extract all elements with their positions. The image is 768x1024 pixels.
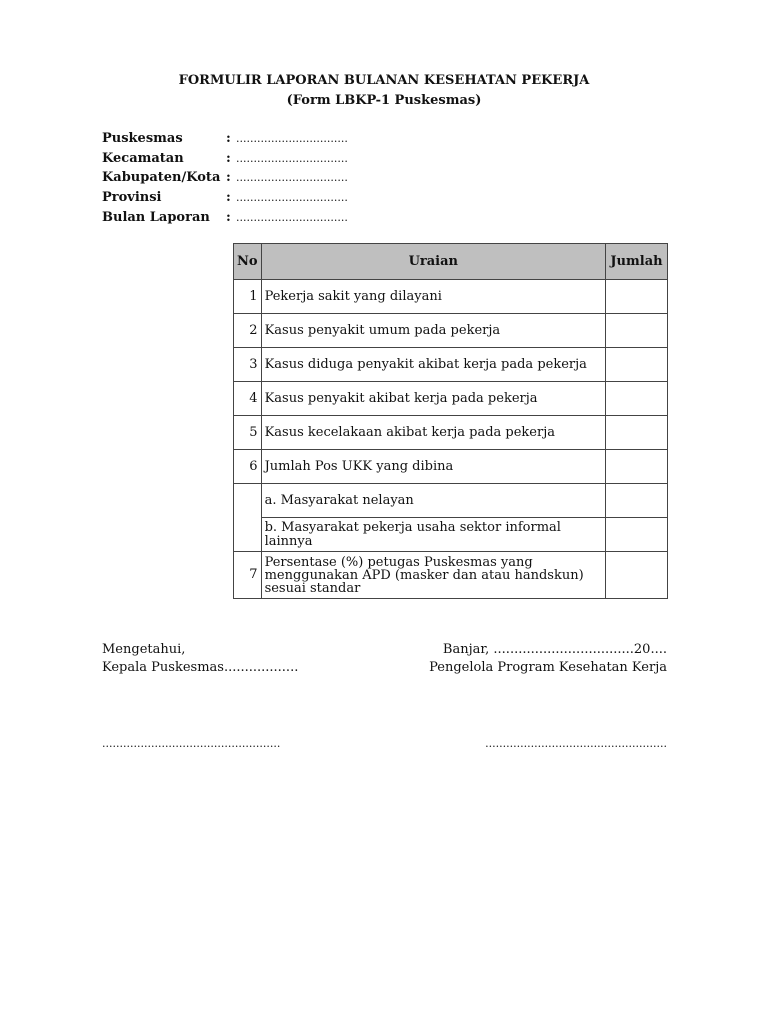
field-colon: : [226,131,231,146]
field-value: ................................ [236,210,348,224]
field-puskesmas [102,129,348,149]
field-colon: : [226,150,231,166]
header-no: No [234,244,262,280]
row-jumlah-cell[interactable] [606,314,668,348]
table-header-row [234,244,668,280]
field-kabupaten-kota [102,168,348,188]
signature-line-right: .................................................... [485,737,667,750]
field-colon: : [226,170,231,186]
row-jumlah-cell[interactable] [606,450,668,484]
signature-left [102,641,298,677]
row-no [234,484,262,518]
form-title: FORMULIR LAPORAN BULANAN KESEHATAN PEKERJA [178,73,590,88]
row-uraian: Kasus penyakit akibat kerja pada pekerja [261,382,605,416]
table-row [234,348,668,382]
pengelola-label: Pengelola Program Kesehatan Kerja [429,660,667,675]
row-jumlah-cell[interactable] [606,484,668,518]
kepala-puskesmas-label: Kepala Puskesmas.................. [102,660,299,675]
row-jumlah-cell[interactable] [606,552,668,599]
field-kecamatan [102,149,348,169]
place-date-label: Banjar, ..................................20.... [442,642,667,657]
row-no: 5 [234,416,262,450]
field-provinsi [102,188,348,208]
field-value: ................................ [236,151,348,165]
row-jumlah-cell[interactable] [606,416,668,450]
form-subtitle: (Form LBKP-1 Puskesmas) [286,93,482,108]
table-row [234,552,668,599]
row-uraian: Pekerja sakit yang dilayani [261,280,605,314]
field-label: Kabupaten/Kota [102,170,221,186]
field-value: ................................ [236,171,348,185]
table-row [234,280,668,314]
row-no [234,518,262,552]
table-row [234,382,668,416]
report-table [233,243,668,599]
table-row [234,484,668,518]
field-colon: : [226,190,231,206]
field-colon: : [226,209,231,225]
row-uraian: b. Masyarakat pekerja usaha sektor informal lainnya [261,518,605,552]
row-no: 7 [234,552,262,599]
row-uraian: Kasus diduga penyakit akibat kerja pada pekerja [261,348,605,382]
header-jumlah: Jumlah [606,244,668,280]
table-row [234,314,668,348]
field-value: ................................ [236,191,348,205]
field-label: Provinsi [102,190,162,206]
row-no: 1 [234,280,262,314]
row-no: 2 [234,314,262,348]
row-uraian: Kasus kecelakaan akibat kerja pada pekerja [261,416,605,450]
field-bulan-laporan [102,208,348,228]
table-row [234,416,668,450]
row-no: 6 [234,450,262,484]
row-jumlah-cell[interactable] [606,382,668,416]
signature-line-left: ................................................... [102,737,281,750]
mengetahui-label: Mengetahui, [102,642,186,657]
row-uraian: Kasus penyakit umum pada pekerja [261,314,605,348]
header-fields [102,129,348,227]
row-jumlah-cell[interactable] [606,280,668,314]
row-uraian: Jumlah Pos UKK yang dibina [261,450,605,484]
row-no: 3 [234,348,262,382]
field-label: Kecamatan [102,150,184,166]
signature-right [429,641,667,677]
row-uraian: a. Masyarakat nelayan [261,484,605,518]
header-uraian: Uraian [261,244,605,280]
row-uraian: Persentase (%) petugas Puskesmas yang menggunakan APD (masker dan atau handskun) sesuai standar [261,552,605,599]
table-row [234,518,668,552]
row-no: 4 [234,382,262,416]
field-label: Puskesmas [102,131,183,146]
field-value: ................................ [236,132,348,145]
table-row [234,450,668,484]
row-jumlah-cell[interactable] [606,348,668,382]
row-jumlah-cell[interactable] [606,518,668,552]
field-label: Bulan Laporan [102,209,210,225]
